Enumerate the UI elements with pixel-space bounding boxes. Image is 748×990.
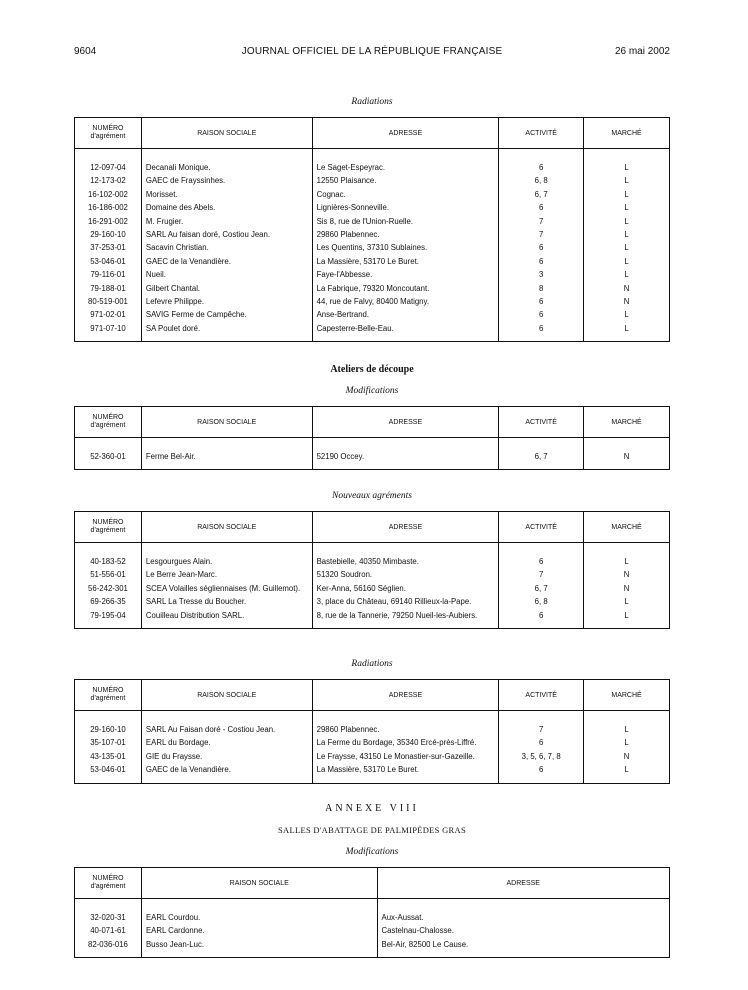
spacer-row (75, 438, 670, 451)
table-row (75, 308, 670, 321)
marche-cell: L (624, 310, 629, 320)
adresse-cell: Le Fraysse, 43150 Le Monastier-sur-Gazeille. (312, 750, 499, 763)
spacer-cell (75, 951, 142, 958)
col-header-marche: MARCHÉ (584, 407, 670, 438)
activite-cell: 6 (499, 308, 584, 321)
table-row (75, 228, 670, 241)
marche-cell: L (624, 270, 629, 280)
numero-cell: 16-291-002 (75, 215, 142, 228)
section-caption: Radiations (351, 659, 393, 669)
spacer-cell (141, 149, 312, 162)
spacer-cell (499, 777, 584, 784)
numero-cell: 40-071-61 (75, 924, 142, 937)
marche-cell: L (624, 725, 629, 734)
table-row (75, 750, 670, 763)
marche-cell: N (623, 751, 630, 761)
col-header-raison: RAISON SOCIALE (141, 680, 312, 711)
col-header-numero-line2: d'agrément (90, 695, 126, 702)
raison-cell: GAEC de la Venandière. (141, 763, 312, 776)
raison-cell: SA Poulet doré. (141, 322, 312, 335)
spacer-row (75, 463, 670, 470)
spacer-cell (312, 438, 499, 451)
raison-cell: Couilleau Distribution SARL. (141, 609, 312, 622)
spacer-cell (75, 543, 142, 556)
table-row (75, 215, 670, 228)
raison-cell: EARL Cardonne. (141, 924, 377, 937)
col-header-numero-line2: d'agrément (90, 527, 126, 534)
numero-cell: 37-253-01 (75, 241, 142, 254)
radiations-table-2 (74, 679, 670, 784)
col-header-numero (75, 407, 142, 438)
spacer-cell (584, 438, 670, 451)
raison-cell: GAEC de la Venandière. (141, 255, 312, 268)
col-header-activite: ACTIVITÉ (499, 512, 584, 543)
marche-cell: L (624, 597, 629, 607)
raison-cell: Domaine des Abels. (141, 201, 312, 214)
table-row (75, 582, 670, 595)
table-row (75, 568, 670, 581)
marche-cell: L (624, 189, 629, 199)
marche-cell: L (624, 176, 629, 186)
col-header-marche: MARCHÉ (584, 118, 670, 149)
spacer-cell (584, 149, 670, 162)
adresse-cell: La Ferme du Bordage, 35340 Ercé-près-Liffré. (312, 736, 499, 749)
col-header-numero-line1: NUMÉRO (92, 875, 124, 882)
raison-cell: M. Frugier. (141, 215, 312, 228)
spacer-cell (141, 711, 312, 724)
spacer-cell (75, 777, 142, 784)
numero-cell: 79-195-04 (75, 609, 142, 622)
numero-cell: 51-556-01 (75, 568, 142, 581)
raison-cell: SARL Au faisan doré, Costiou Jean. (141, 228, 312, 241)
annexe-subtitle: SALLES D'ABATTAGE DE PALMIPÈDES GRAS (278, 825, 466, 835)
col-header-numero (75, 680, 142, 711)
salles-abattage-table (74, 867, 670, 958)
raison-cell: Sacavin Christian. (141, 241, 312, 254)
activite-cell: 6 (499, 736, 584, 749)
col-header-numero-line1: NUMÉRO (92, 519, 124, 526)
col-header-numero-line2: d'agrément (90, 133, 126, 140)
activite-cell: 6 (499, 322, 584, 335)
table-row (75, 241, 670, 254)
table-row (75, 295, 670, 308)
numero-cell: 971-07-10 (75, 322, 142, 335)
spacer-cell (499, 149, 584, 162)
table-row (75, 322, 670, 335)
col-header-numero (75, 512, 142, 543)
adresse-cell: 29860 Plabennec. (312, 723, 499, 736)
spacer-cell (499, 543, 584, 556)
table-row (75, 555, 670, 568)
adresse-cell: Le Saget-Espeyrac. (312, 161, 499, 174)
col-header-activite: ACTIVITÉ (499, 118, 584, 149)
spacer-cell (312, 622, 499, 629)
spacer-cell (584, 543, 670, 556)
journal-title: JOURNAL OFFICIEL DE LA RÉPUBLIQUE FRANÇAISE (241, 46, 503, 57)
raison-cell: Busso Jean-Luc. (141, 938, 377, 951)
raison-cell: EARL du Bordage. (141, 736, 312, 749)
raison-cell: Gilbert Chantal. (141, 282, 312, 295)
numero-cell: 12-097-04 (75, 161, 142, 174)
col-header-numero-line1: NUMÉRO (92, 125, 124, 132)
spacer-cell (312, 149, 499, 162)
table-row (75, 763, 670, 776)
col-header-numero-line1: NUMÉRO (92, 414, 124, 421)
spacer-cell (499, 622, 584, 629)
spacer-row (75, 622, 670, 629)
spacer-cell (584, 622, 670, 629)
spacer-cell (75, 899, 142, 912)
spacer-cell (141, 899, 377, 912)
adresse-cell: La Fabrique, 79320 Moncoutant. (312, 282, 499, 295)
table-row (75, 282, 670, 295)
header-row (75, 512, 670, 543)
spacer-cell (377, 899, 669, 912)
spacer-cell (584, 777, 670, 784)
col-header-numero (75, 868, 142, 899)
col-header-activite: ACTIVITÉ (499, 407, 584, 438)
marche-cell: L (624, 243, 629, 253)
raison-cell: EARL Courdou. (141, 911, 377, 924)
spacer-cell (75, 335, 142, 342)
raison-cell: GIE du Fraysse. (141, 750, 312, 763)
table-row (75, 911, 670, 924)
spacer-cell (312, 777, 499, 784)
activite-cell: 7 (499, 723, 584, 736)
section-caption: Radiations (351, 97, 393, 107)
table-row (75, 924, 670, 937)
activite-cell: 7 (499, 215, 584, 228)
table-row (75, 450, 670, 463)
adresse-cell: Ker-Anna, 56160 Séglien. (312, 582, 499, 595)
numero-cell: 40-183-52 (75, 555, 142, 568)
raison-cell: Morisset. (141, 188, 312, 201)
adresse-cell: Cognac. (312, 188, 499, 201)
marche-cell: L (624, 610, 629, 620)
section-caption: Modifications (345, 386, 399, 396)
raison-cell: Nueil. (141, 268, 312, 281)
marche-cell: L (624, 203, 629, 213)
section-heading: Ateliers de découpe (330, 364, 414, 375)
col-header-adresse: ADRESSE (312, 407, 499, 438)
adresse-cell: Les Quentins, 37310 Sublaines. (312, 241, 499, 254)
adresse-cell: La Massière, 53170 Le Buret. (312, 763, 499, 776)
col-header-numero-line2: d'agrément (90, 883, 126, 890)
numero-cell: 29-160-10 (75, 723, 142, 736)
marche-cell: L (624, 256, 629, 266)
table-row (75, 255, 670, 268)
activite-cell: 6 (499, 609, 584, 622)
table-row (75, 736, 670, 749)
spacer-cell (312, 711, 499, 724)
activite-cell: 6, 7 (499, 188, 584, 201)
numero-cell: 16-102-002 (75, 188, 142, 201)
raison-cell: SCEA Volailles ségliennaises (M. Guillemot). (141, 582, 312, 595)
spacer-cell (75, 438, 142, 451)
spacer-cell (75, 463, 142, 470)
numero-cell: 12-173-02 (75, 174, 142, 187)
activite-cell: 3 (499, 268, 584, 281)
annexe-title: ANNEXE VIII (325, 803, 419, 814)
section-caption: Nouveaux agréments (332, 491, 412, 501)
spacer-row (75, 711, 670, 724)
spacer-row (75, 149, 670, 162)
numero-cell: 53-046-01 (75, 255, 142, 268)
modifications-table (74, 406, 670, 470)
raison-cell: GAEC de Frayssinhes. (141, 174, 312, 187)
adresse-cell: 29860 Plabennec. (312, 228, 499, 241)
activite-cell: 6, 7 (499, 450, 584, 463)
table-row (75, 201, 670, 214)
adresse-cell: 8, rue de la Tannerie, 79250 Nueil-les-Aubiers. (312, 609, 499, 622)
activite-cell: 6, 8 (499, 174, 584, 187)
page-number: 9604 (74, 46, 97, 57)
adresse-cell: 44, rue de Falvy, 80400 Matigny. (312, 295, 499, 308)
numero-cell: 79-188-01 (75, 282, 142, 295)
adresse-cell: Faye-l'Abbesse. (312, 268, 499, 281)
adresse-cell: Sis 8, rue de l'Union-Ruelle. (312, 215, 499, 228)
activite-cell: 8 (499, 282, 584, 295)
raison-cell: SAVIG Ferme de Campêche. (141, 308, 312, 321)
adresse-cell: Bastebielle, 40350 Mimbaste. (312, 555, 499, 568)
adresse-cell: 51320 Soudron. (312, 568, 499, 581)
adresse-cell: La Massière, 53170 Le Buret. (312, 255, 499, 268)
marche-cell: L (624, 216, 629, 226)
spacer-cell (141, 335, 312, 342)
spacer-cell (312, 463, 499, 470)
activite-cell: 6 (499, 161, 584, 174)
adresse-cell: 52190 Occey. (312, 450, 499, 463)
raison-cell: SARL Au Faisan doré - Costiou Jean. (141, 723, 312, 736)
activite-cell: 7 (499, 568, 584, 581)
adresse-cell: 12550 Plaisance. (312, 174, 499, 187)
activite-cell: 3, 5, 6, 7, 8 (499, 750, 584, 763)
marche-cell: N (623, 283, 630, 293)
col-header-adresse: ADRESSE (312, 680, 499, 711)
numero-cell: 82-036-016 (75, 938, 142, 951)
marche-cell: N (623, 583, 630, 593)
spacer-cell (312, 543, 499, 556)
spacer-cell (141, 438, 312, 451)
numero-cell: 80-519-001 (75, 295, 142, 308)
adresse-cell: 3, place du Château, 69140 Rillieux-la-Pape. (312, 595, 499, 608)
marche-cell: L (624, 557, 629, 566)
header-row (75, 118, 670, 149)
raison-cell: Le Berre Jean-Marc. (141, 568, 312, 581)
activite-cell: 6 (499, 295, 584, 308)
numero-cell: 32-020-31 (75, 911, 142, 924)
activite-cell: 6, 8 (499, 595, 584, 608)
col-header-numero (75, 118, 142, 149)
raison-cell: Lesgourgues Alain. (141, 555, 312, 568)
spacer-cell (141, 463, 312, 470)
marche-cell: L (624, 230, 629, 240)
table-row (75, 174, 670, 187)
table-row (75, 268, 670, 281)
spacer-cell (499, 711, 584, 724)
numero-cell: 43-135-01 (75, 750, 142, 763)
spacer-cell (584, 711, 670, 724)
col-header-raison: RAISON SOCIALE (141, 118, 312, 149)
table-row (75, 938, 670, 951)
col-header-adresse: ADRESSE (312, 512, 499, 543)
spacer-cell (499, 438, 584, 451)
spacer-cell (141, 777, 312, 784)
col-header-numero-line2: d'agrément (90, 422, 126, 429)
activite-cell: 6 (499, 763, 584, 776)
nouveaux-agrements-table (74, 511, 670, 629)
table-row (75, 161, 670, 174)
spacer-row (75, 543, 670, 556)
spacer-cell (499, 463, 584, 470)
radiations-table (74, 117, 670, 342)
spacer-row (75, 335, 670, 342)
table-row (75, 188, 670, 201)
spacer-cell (75, 622, 142, 629)
col-header-raison: RAISON SOCIALE (141, 407, 312, 438)
activite-cell: 6 (499, 555, 584, 568)
numero-cell: 16-186-002 (75, 201, 142, 214)
col-header-marche: MARCHÉ (584, 512, 670, 543)
spacer-cell (584, 463, 670, 470)
numero-cell: 971-02-01 (75, 308, 142, 321)
numero-cell: 52-360-01 (75, 450, 142, 463)
col-header-activite: ACTIVITÉ (499, 680, 584, 711)
adresse-cell: Aux-Aussat. (381, 913, 424, 922)
raison-cell: Decanali Monique. (141, 161, 312, 174)
raison-cell: Lefevre Philippe. (141, 295, 312, 308)
spacer-cell (141, 543, 312, 556)
publication-date: 26 mai 2002 (614, 46, 670, 57)
table-row (75, 609, 670, 622)
header-row (75, 407, 670, 438)
numero-cell: 69-266-35 (75, 595, 142, 608)
adresse-cell: Capesterre-Belle-Eau. (312, 322, 499, 335)
activite-cell: 6 (499, 201, 584, 214)
spacer-cell (499, 335, 584, 342)
marche-cell: L (624, 765, 629, 775)
numero-cell: 79-116-01 (75, 268, 142, 281)
spacer-cell (312, 335, 499, 342)
activite-cell: 7 (499, 228, 584, 241)
spacer-cell (377, 951, 669, 958)
marche-cell: N (623, 452, 630, 461)
spacer-cell (75, 711, 142, 724)
raison-cell: Ferme Bel-Air. (141, 450, 312, 463)
header-row (75, 680, 670, 711)
col-header-numero-line1: NUMÉRO (92, 687, 124, 694)
activite-cell: 6 (499, 255, 584, 268)
activite-cell: 6, 7 (499, 582, 584, 595)
page-header (74, 46, 670, 60)
marche-cell: L (624, 323, 629, 333)
table-row (75, 723, 670, 736)
marche-cell: L (624, 163, 629, 172)
section-caption: Modifications (345, 847, 399, 857)
activite-cell: 6 (499, 241, 584, 254)
marche-cell: N (623, 570, 630, 580)
adresse-cell: Anse-Bertrand. (312, 308, 499, 321)
numero-cell: 35-107-01 (75, 736, 142, 749)
marche-cell: L (624, 738, 629, 748)
spacer-cell (141, 622, 312, 629)
numero-cell: 29-160-10 (75, 228, 142, 241)
header-row (75, 868, 670, 899)
marche-cell: N (623, 297, 630, 307)
col-header-adresse: ADRESSE (312, 118, 499, 149)
table-row (75, 595, 670, 608)
adresse-cell: Lignières-Sonneville. (312, 201, 499, 214)
spacer-cell (584, 335, 670, 342)
raison-cell: SARL La Tresse du Boucher. (141, 595, 312, 608)
spacer-row (75, 951, 670, 958)
adresse-cell: Bel-Air, 82500 Le Cause. (381, 939, 469, 949)
numero-cell: 56-242-301 (75, 582, 142, 595)
col-header-marche: MARCHÉ (584, 680, 670, 711)
numero-cell: 53-046-01 (75, 763, 142, 776)
spacer-cell (75, 149, 142, 162)
spacer-row (75, 899, 670, 912)
col-header-raison: RAISON SOCIALE (141, 868, 377, 899)
adresse-cell: Castelnau-Chalosse. (381, 926, 454, 936)
spacer-cell (141, 951, 377, 958)
spacer-row (75, 777, 670, 784)
col-header-raison: RAISON SOCIALE (141, 512, 312, 543)
col-header-adresse: ADRESSE (377, 868, 669, 899)
